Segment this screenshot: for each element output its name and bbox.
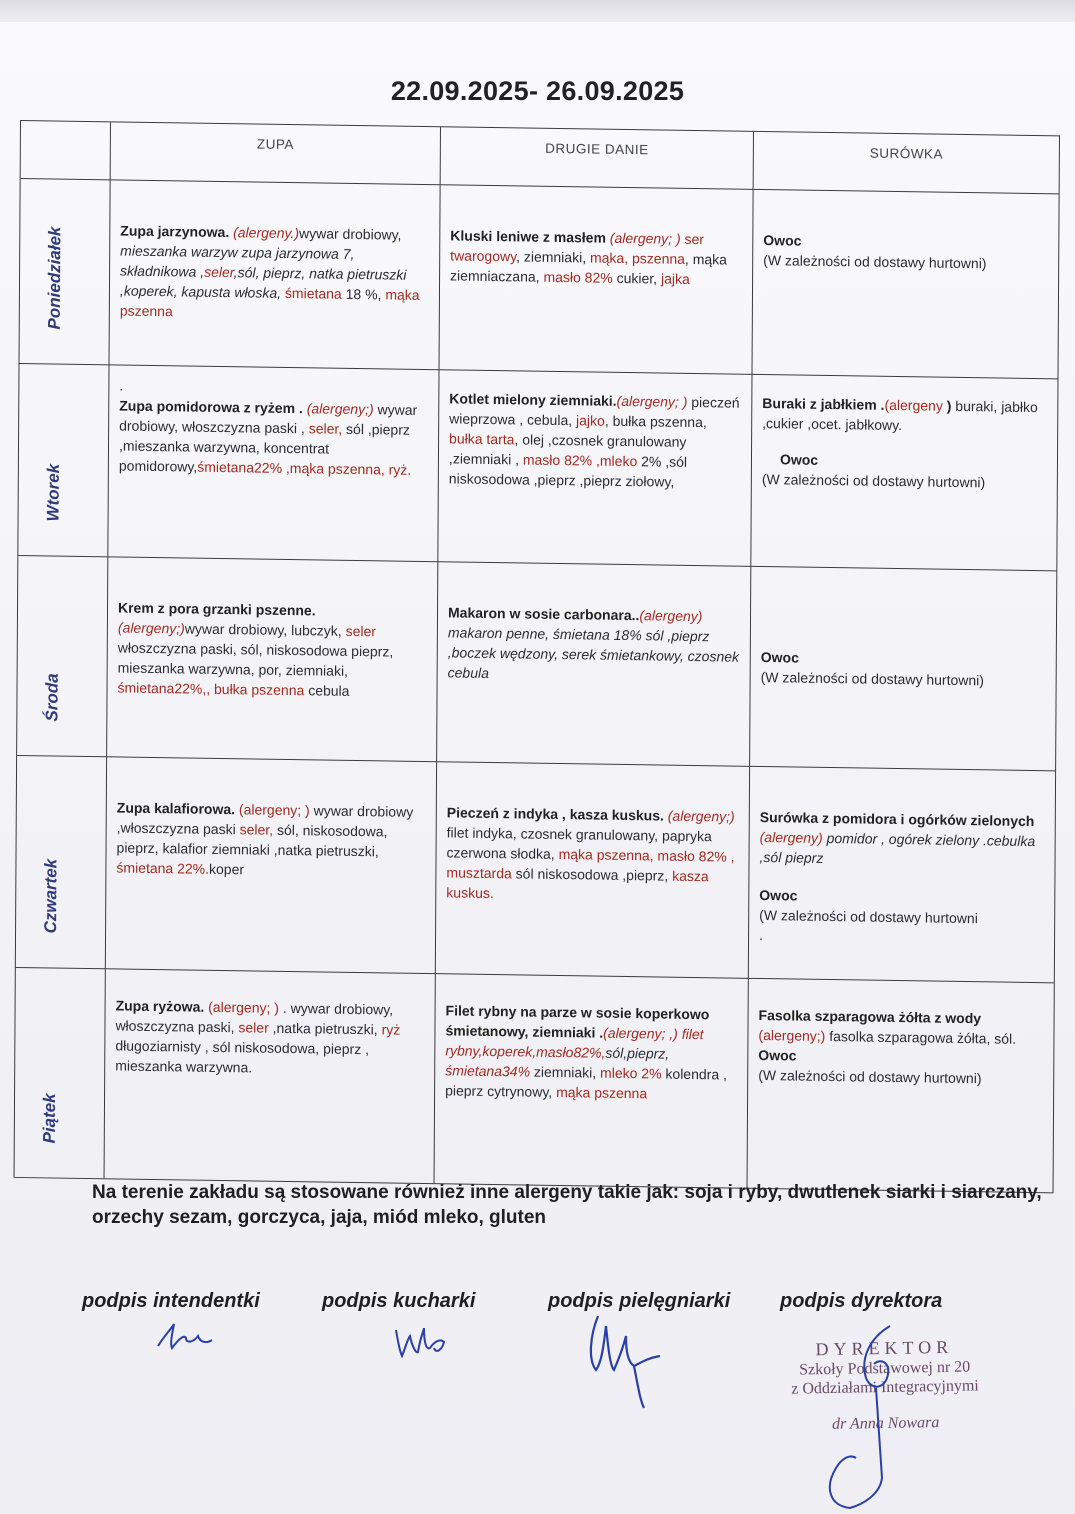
signature-label-dyrektora: podpis dyrektora [780, 1290, 943, 1312]
thu-drugie-danie: Pieczeń z indyka , kasza kuskus. (alergeny;) filet indyka, czosnek granulowany, papryka czerwona słodka, mąka pszenna, masło 82% , musztarda sól niskosodowa ,pieprz, kasza kuskus. [436, 762, 750, 979]
signature-intendentki-scribble [150, 1318, 220, 1358]
thu-surowka: Surówka z pomidora i ogórków zielonych (alergeny) pomidor , ogórek zielony .cebulka ,sól pieprz Owoc (W zależności od dostawy hurtowni . [749, 767, 1055, 984]
paper-edge [0, 0, 1075, 22]
signature-dyrektora-scribble [810, 1318, 920, 1514]
mon-drugie-danie: Kluski leniwe z masłem (alergeny; ) ser twarogowy, ziemniaki, mąka, pszenna, mąka ziemniaczana, masło 82% cukier, jajka [440, 185, 754, 375]
day-label-tuesday: Wtorek [18, 364, 109, 557]
signature-kucharki-scribble [390, 1318, 460, 1368]
thu-zupa: Zupa kalafiorowa. (alergeny; ) wywar drobiowy ,włoszczyzna paski seler, sól, niskosodowa, pieprz, kalafior ziemniaki ,natka pietruszki, śmietana 22%.koper [106, 757, 437, 974]
header-surowka: SURÓWKA [754, 132, 1059, 195]
fri-zupa: Zupa ryżowa. (alergeny; ) . wywar drobiowy, włoszczyzna paski, seler ,natka pietruszki, ryż długoziarnisty , sól niskosodowa, pieprz , mieszanka warzywna. [105, 969, 436, 1183]
allergen-note: Na terenie zakładu są stosowane również inne alergeny takie jak: soja i ryby, dwutlenek siarki i siarczany, orzechy sezam, gorczyca, jaja, miód mleko, gluten [92, 1182, 1042, 1228]
wed-drugie-danie: Makaron w sosie carbonara..(alergeny) makaron penne, śmietana 18% sól ,pieprz ,boczek wędzony, serek śmietankowy, czosnek cebula [437, 562, 751, 767]
fri-drugie-danie: Filet rybny na parze w sosie koperkowo śmietanowy, ziemniaki .(alergeny; ,) filet rybny,koperek,masło82%,sól,pieprz, śmietana34% ziemniaki, mleko 2% kolendra , pieprz cytrynowy, mąka pszenna [435, 974, 749, 1188]
day-label-wednesday: Środa [17, 556, 108, 757]
tue-surowka: Buraki z jabłkiem .(alergeny ) buraki, jabłko ,cukier ,ocet. jabłkowy. Owoc (W zależności od dostawy hurtowni) [751, 375, 1057, 572]
signature-label-intendentki: podpis intendentki [82, 1290, 260, 1312]
day-label-monday: Poniedziałek [20, 179, 111, 365]
tue-zupa: . Zupa pomidorowa z ryżem . (alergeny;) wywar drobiowy, włoszczyzna paski , seler, sól ,pieprz ,mieszanka warzywna, koncentrat pomidorowy,śmietana22% ,mąka pszenna, ryż. [108, 365, 439, 562]
mon-surowka: Owoc (W zależności od dostawy hurtowni) [752, 190, 1058, 380]
header-drugie-danie: DRUGIE DANIE [441, 127, 754, 190]
signature-label-pielegniarki: podpis pielęgniarki [548, 1290, 731, 1312]
fri-surowka: Fasolka szparagowa żółta z wody (alergeny;) fasolka szparagowa żółta, sól. Owoc (W zależności od dostawy hurtowni) [758, 1006, 1017, 1087]
menu-table [14, 120, 1060, 1193]
director-stamp: DYREKTOR Szkoły Podstawowej nr 20 z Oddziałami Integracyjnymi dr Anna Nowara [791, 1336, 979, 1433]
header-zupa: ZUPA [111, 122, 441, 185]
day-label-thursday: Czwartek [16, 756, 107, 969]
signature-labels [0, 1290, 1075, 1320]
wed-surowka: Owoc (W zależności od dostawy hurtowni) [750, 567, 1056, 772]
signature-label-kucharki: podpis kucharki [322, 1290, 476, 1312]
page-title: 22.09.2025- 26.09.2025 [390, 76, 685, 106]
wed-zupa: Krem z pora grzanki pszenne. (alergeny;)wywar drobiowy, lubczyk, seler włoszczyzna paski, sól, niskosodowa pieprz, mieszanka warzywna, por, ziemniaki, śmietana22%,, bułka pszenna cebula [107, 557, 438, 762]
header-corner [21, 121, 111, 180]
signature-pielegniarki-scribble [580, 1296, 690, 1416]
tue-drugie-danie: Kotlet mielony ziemniaki.(alergeny; ) pieczeń wieprzowa , cebula, jajko, bułka pszenna, bułka tarta, olej ,czosnek granulowany ,ziemniaki , masło 82% ,mleko 2% ,sól niskosodowa ,pieprz ,pieprz ziołowy, [438, 370, 752, 567]
mon-zupa: Zupa jarzynowa. (alergeny.)wywar drobiowy, mieszanka warzyw zupa jarzynowa 7, składnikowa ,seler,sól, pieprz, natka pietruszki ,koperek, kapusta włoska, śmietana 18 %, mąka pszenna [110, 180, 441, 370]
day-label-friday: Piątek [15, 968, 106, 1178]
